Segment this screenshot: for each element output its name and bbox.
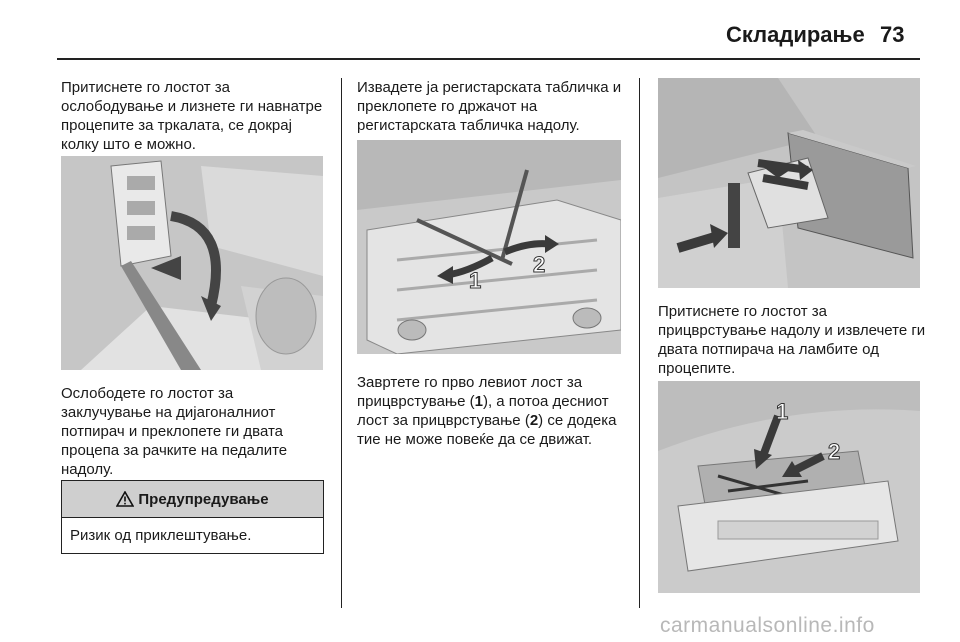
warning-box bbox=[61, 480, 324, 554]
header-divider bbox=[57, 58, 920, 60]
reference-number-1: 1 bbox=[474, 393, 483, 410]
figure-slide-bracket bbox=[61, 156, 323, 370]
figure-lamp-supports bbox=[658, 381, 920, 593]
figure-label-2: 2 bbox=[828, 439, 841, 464]
instruction-paragraph-3: Извадете ја регистарската табличка и преклопете го држачот на регистарската табличка надолу. bbox=[357, 79, 622, 134]
instruction-paragraph-5: Притиснете го лостот за прицврстување надолу и извлечете ги двата потпирача на ламбите од процепите. bbox=[658, 303, 926, 377]
warning-title: Предупредување bbox=[138, 490, 269, 508]
page-number: 73 bbox=[880, 22, 905, 47]
instruction-text-a: Завртете го прво левиот лост за прицврстување ( bbox=[357, 374, 583, 410]
figure-plate-holder bbox=[357, 140, 621, 354]
figure-plate-holder-drawing bbox=[357, 140, 621, 354]
instruction-paragraph-2: Ослободете го лостот за заклучување на дијагоналниот потпирач и преклопете ги двата процепа за рачките на педалите надолу. bbox=[61, 385, 288, 478]
figure-label-1: 1 bbox=[469, 268, 482, 293]
instruction-paragraph-4 bbox=[357, 373, 629, 449]
warning-header bbox=[62, 481, 323, 518]
warning-triangle-icon bbox=[116, 491, 134, 507]
instruction-paragraph-1: Притиснете го лостот за ослободување и лизнете ги навнатре процепите за тркалата, се докрај колку што е можно. bbox=[61, 79, 323, 153]
page-title: Складирање bbox=[726, 22, 865, 47]
figure-lock-lever-drawing bbox=[658, 78, 920, 288]
figure-label-2: 2 bbox=[533, 252, 546, 277]
reference-number-2: 2 bbox=[529, 412, 539, 429]
figure-slide-bracket-drawing bbox=[61, 156, 323, 370]
figure-lamp-supports-drawing bbox=[658, 381, 920, 593]
figure-label-1: 1 bbox=[776, 399, 789, 424]
instruction-text-c: ) се додека тие не може повеќе да се движат. bbox=[357, 412, 617, 448]
figure-lock-lever bbox=[658, 78, 920, 288]
column-divider-1 bbox=[341, 78, 342, 608]
column-divider-2 bbox=[639, 78, 640, 608]
instruction-text-b: ), а потоа десниот лост за прицврстување ( bbox=[357, 393, 609, 429]
watermark: carmanualsonline.info bbox=[660, 614, 875, 637]
warning-text: Ризик од приклештување. bbox=[70, 527, 252, 544]
